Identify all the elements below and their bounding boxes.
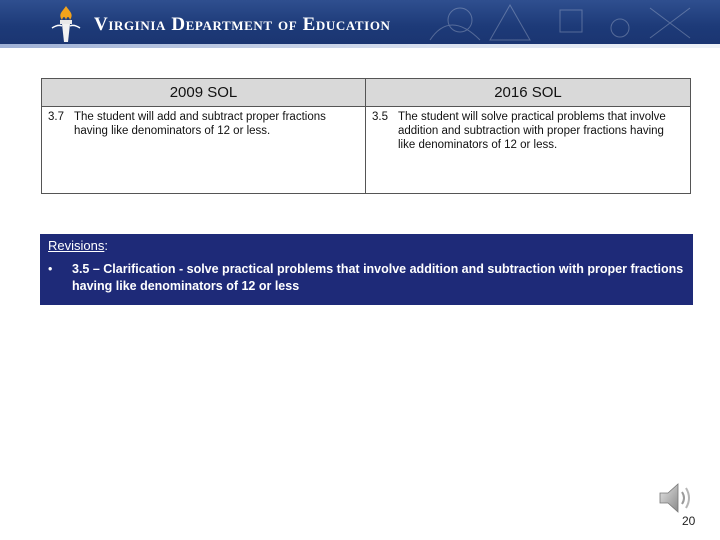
revisions-box — [40, 234, 693, 305]
page-number: 20 — [682, 514, 696, 528]
table-row — [42, 107, 691, 194]
revisions-heading-colon: : — [104, 238, 108, 253]
column-header-2009: 2009 SOL — [42, 79, 366, 107]
standard-text-2009: The student will add and subtract proper fractions having like denominators of 12 or less. — [74, 111, 326, 137]
banner-title: Virginia Department of Education — [94, 14, 391, 35]
revisions-heading — [48, 238, 685, 253]
revision-text: 3.5 – Clarification - solve practical problems that involve addition and subtraction with proper fractions having like denominators of 12 or less — [72, 262, 684, 293]
banner-strip — [0, 44, 720, 48]
header-banner — [0, 0, 720, 48]
cell-2016-standard — [366, 107, 691, 194]
banner-pattern — [420, 0, 720, 48]
sol-comparison-table — [41, 78, 691, 194]
torch-icon — [50, 4, 82, 44]
list-item — [48, 261, 685, 295]
table-header-row — [42, 79, 691, 107]
standard-number-2016: 3.5 — [372, 111, 388, 123]
speaker-icon[interactable] — [656, 478, 696, 518]
bullet: • — [48, 262, 53, 276]
standard-text-2016: The student will solve practical problems that involve addition and subtraction with proper fractions having like denominators of 12 or less. — [398, 111, 666, 151]
column-header-2016: 2016 SOL — [366, 79, 691, 107]
cell-2009-standard — [42, 107, 366, 194]
standard-number-2009: 3.7 — [48, 111, 64, 123]
revisions-heading-label: Revisions — [48, 238, 105, 253]
